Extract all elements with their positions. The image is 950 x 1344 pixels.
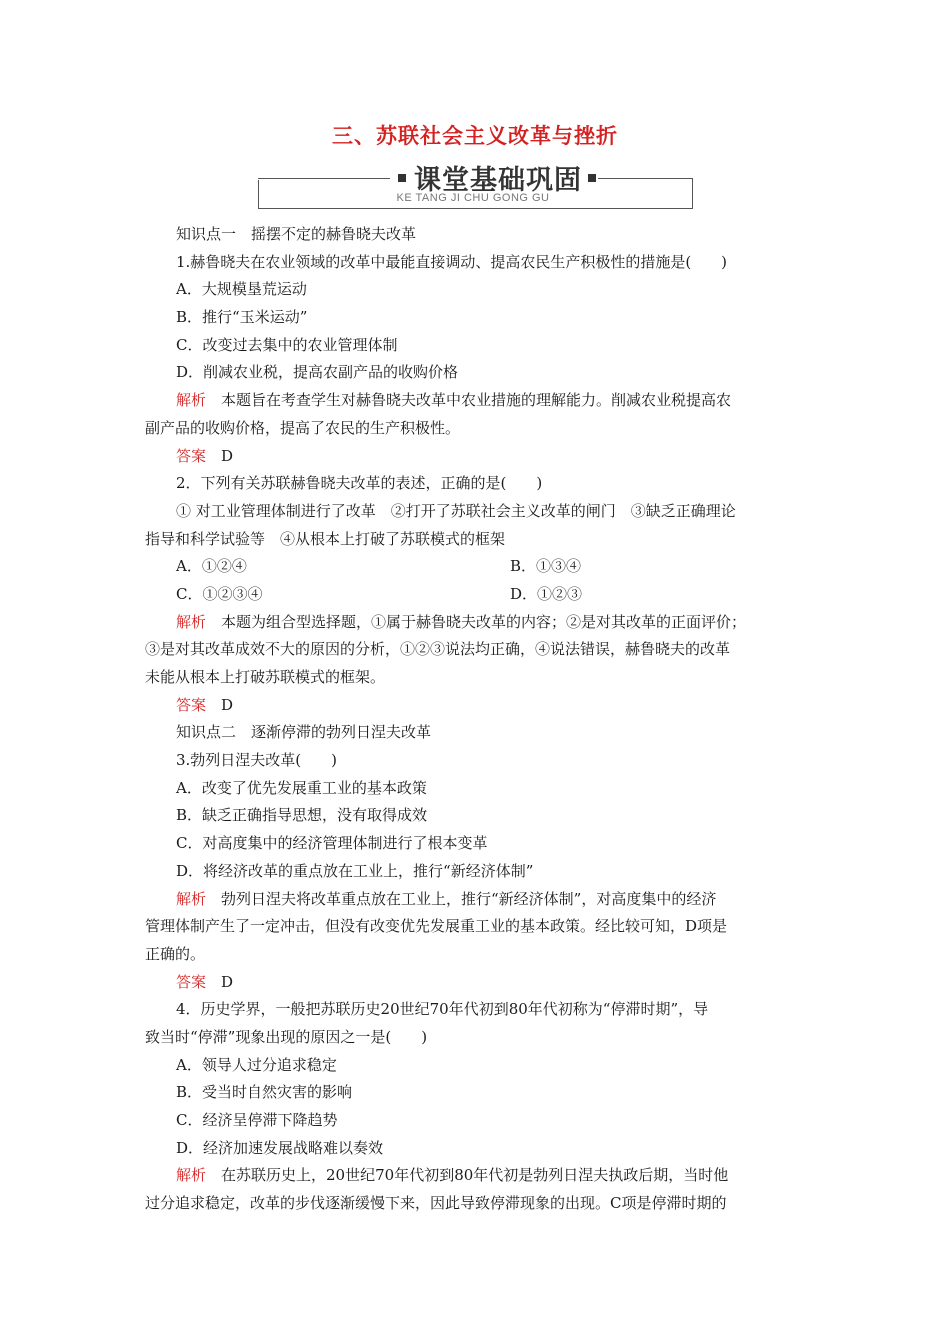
- q3-option-a: A．改变了优先发展重工业的基本政策: [176, 778, 427, 797]
- banner-square-left: [398, 174, 406, 182]
- knowledge-point-2: 知识点二 逐渐停滞的勃列日涅夫改革: [176, 723, 432, 742]
- banner-subtitle: KE TANG JI CHU GONG GU: [396, 192, 550, 204]
- question-4-stem-line-1: 4．历史学界，一般把苏联历史20世纪70年代初到80年代初称为“停滞时期”，导: [176, 1000, 709, 1019]
- q2-statements-line-1: ① 对工业管理体制进行了改革 ②打开了苏联社会主义改革的闸门 ③缺乏正确理论: [176, 501, 736, 520]
- answer-label: 答案: [176, 972, 207, 991]
- q2-answer: 答案 D: [176, 695, 234, 714]
- answer-label: 答案: [176, 695, 207, 714]
- q2-analysis-line-2: ③是对其改革成效不大的原因的分析，①②③说法均正确，④说法错误，赫鲁晓夫的改革: [145, 640, 731, 659]
- q1-option-b: B．推行“玉米运动”: [176, 308, 308, 327]
- q3-analysis-line-3: 正确的。: [145, 944, 206, 963]
- answer-label: 答案: [176, 446, 207, 465]
- q1-option-d: D．削减农业税，提高农副产品的收购价格: [176, 363, 459, 382]
- analysis-label: 解析: [176, 391, 207, 410]
- q3-option-c: C．对高度集中的经济管理体制进行了根本变革: [176, 834, 488, 853]
- q4-option-b: B．受当时自然灾害的影响: [176, 1083, 353, 1102]
- q2-option-d: D．①②③: [510, 584, 583, 603]
- analysis-label: 解析: [176, 612, 207, 631]
- analysis-label: 解析: [176, 889, 207, 908]
- q1-analysis-line-2: 副产品的收购价格，提高了农民的生产积极性。: [145, 418, 461, 437]
- q3-answer: 答案 D: [176, 972, 234, 991]
- q4-option-a: A．领导人过分追求稳定: [176, 1055, 337, 1074]
- question-1-stem: 1.赫鲁晓夫在农业领域的改革中最能直接调动、提高农民生产积极性的措施是( ): [176, 252, 728, 271]
- q4-analysis-line-1: 解析 在苏联历史上，20世纪70年代初到80年代初是勃列日涅夫执政后期，当时他: [176, 1166, 729, 1185]
- q4-analysis-line-2: 过分追求稳定，改革的步伐逐渐缓慢下来，因此导致停滞现象的出现。C项是停滞时期的: [145, 1194, 727, 1213]
- q2-option-a: A．①②④: [176, 557, 247, 576]
- q2-analysis-line-1: 解析 本题为组合型选择题，①属于赫鲁晓夫改革的内容；②是对其改革的正面评价；: [176, 612, 747, 631]
- q2-analysis-line-3: 未能从根本上打破苏联模式的框架。: [145, 668, 386, 686]
- q2-options-row-1: [145, 553, 810, 581]
- analysis-label: 解析: [176, 1166, 207, 1185]
- page-title: 三、苏联社会主义改革与挫折: [332, 123, 618, 148]
- q2-option-c: C．①②③④: [176, 584, 263, 603]
- q3-option-d: D．将经济改革的重点放在工业上，推行“新经济体制”: [176, 861, 534, 880]
- q1-option-c: C．改变过去集中的农业管理体制: [176, 335, 398, 354]
- question-4-stem-line-2: 致当时“停滞”现象出现的原因之一是( ): [145, 1027, 428, 1046]
- question-2-stem: 2．下列有关苏联赫鲁晓夫改革的表述，正确的是( ): [176, 474, 543, 493]
- q1-analysis-line-1: 解析 本题旨在考查学生对赫鲁晓夫改革中农业措施的理解能力。削减农业税提高农: [176, 391, 732, 410]
- q2-statements-line-2: 指导和科学试验等 ④从根本上打破了苏联模式的框架: [145, 529, 506, 548]
- q3-analysis-line-1: 解析 勃列日涅夫将改革重点放在工业上，推行“新经济体制”，对高度集中的经济: [176, 889, 717, 908]
- q4-option-d: D．经济加速发展战略难以奏效: [176, 1138, 384, 1157]
- knowledge-point-1: 知识点一 摇摆不定的赫鲁晓夫改革: [176, 225, 417, 243]
- q1-option-a: A．大规模垦荒运动: [176, 280, 307, 299]
- q3-analysis-line-2: 管理体制产生了一定冲击，但没有改变优先发展重工业的基本政策。经比较可知，D项是: [145, 917, 728, 936]
- section-banner: [258, 158, 692, 214]
- q2-options-row-2: [145, 581, 810, 609]
- document-body: [145, 221, 810, 1218]
- question-3-stem: 3.勃列日涅夫改革( ): [176, 751, 338, 770]
- q2-option-b: B．①③④: [510, 557, 582, 576]
- q4-option-c: C．经济呈停滞下降趋势: [176, 1111, 338, 1129]
- q3-option-b: B．缺乏正确指导思想，没有取得成效: [176, 806, 428, 825]
- banner-title: 课堂基础巩固: [414, 165, 582, 196]
- q1-answer: 答案 D: [176, 446, 234, 465]
- banner-square-right: [588, 174, 596, 182]
